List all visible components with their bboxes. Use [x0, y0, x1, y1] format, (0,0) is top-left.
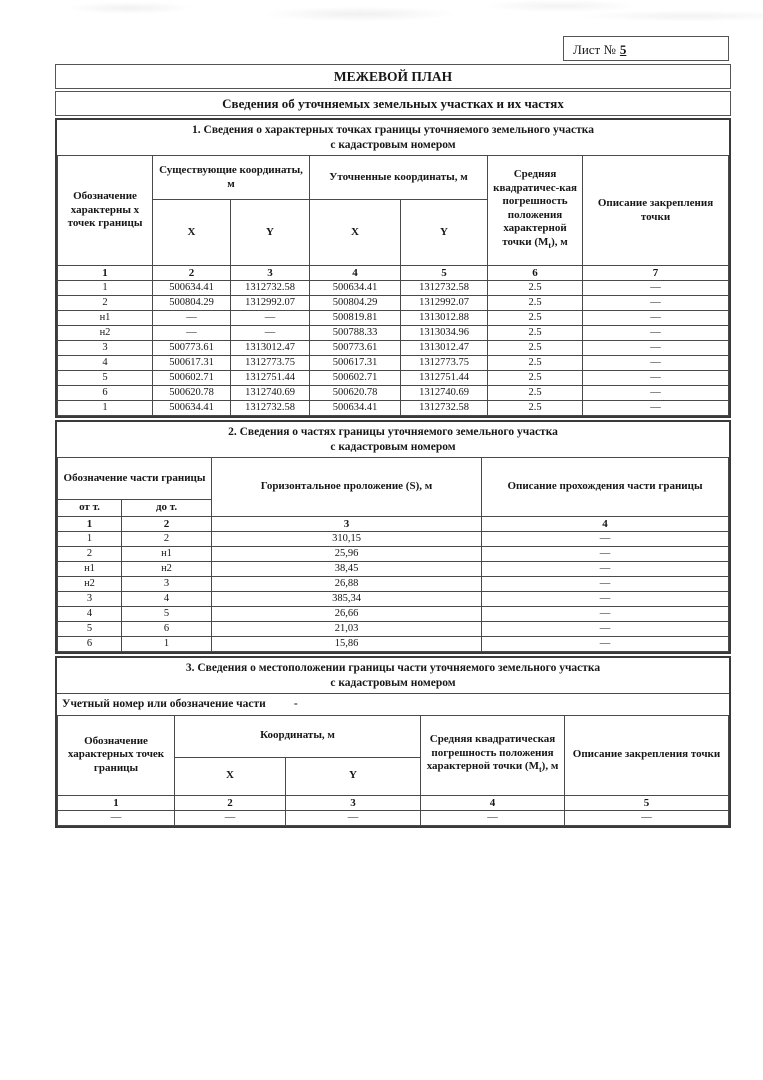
table-cell: — — [153, 326, 231, 341]
table-row — [58, 326, 729, 341]
section-2-border-parts — [55, 420, 731, 654]
table-row — [58, 591, 729, 606]
part-location-rows — [58, 810, 729, 825]
table-cell: 2.5 — [488, 356, 583, 371]
column-number-cell: 4 — [421, 795, 565, 810]
table-cell: 1313012.88 — [401, 311, 488, 326]
table-cell: 2.5 — [488, 311, 583, 326]
table-cell: 500620.78 — [310, 386, 401, 401]
mse-prefix: Средняя квадратичес-кая погрешность положения характерной точки (М — [493, 168, 577, 248]
header-y-existing: Y — [231, 200, 310, 266]
table-cell: 26,66 — [212, 606, 482, 621]
table-row — [58, 810, 729, 825]
table-row — [58, 371, 729, 386]
table-cell: 2 — [58, 546, 122, 561]
table-cell: — — [231, 311, 310, 326]
table-cell: 2.5 — [488, 326, 583, 341]
mse-subscript: t — [548, 241, 552, 251]
sheet-number: 5 — [619, 42, 627, 57]
table-row — [58, 386, 729, 401]
table-cell: — — [482, 531, 729, 546]
table-cell: 5 — [58, 371, 153, 386]
table-cell: 2.5 — [488, 401, 583, 416]
header-to-point: до т. — [122, 500, 212, 517]
table-row — [58, 606, 729, 621]
table-cell: 6 — [58, 636, 122, 651]
table-cell: 500620.78 — [153, 386, 231, 401]
table-cell: н2 — [58, 576, 122, 591]
section-1-title — [57, 120, 729, 155]
column-number-cell: 6 — [488, 266, 583, 281]
part-location-table — [57, 715, 729, 826]
table-cell: 1 — [122, 636, 212, 651]
column-number-cell: 2 — [122, 516, 212, 531]
table-cell: 500804.29 — [153, 296, 231, 311]
table-cell: 2.5 — [488, 281, 583, 296]
table-cell: 4 — [58, 356, 153, 371]
table-header-row — [58, 458, 729, 500]
table-cell: 2.5 — [488, 371, 583, 386]
table-cell: — — [583, 326, 729, 341]
table-cell: — — [583, 401, 729, 416]
table-cell: — — [583, 296, 729, 311]
table-cell: 2 — [122, 531, 212, 546]
sheet-label: Лист № — [573, 42, 616, 57]
mse-subscript: t — [538, 765, 542, 775]
table-cell: — — [482, 591, 729, 606]
header-mse — [488, 156, 583, 266]
table-cell: 1312992.07 — [231, 296, 310, 311]
table-cell: н1 — [122, 546, 212, 561]
header-x: X — [175, 757, 286, 795]
column-number-cell: 5 — [401, 266, 488, 281]
table-cell: 4 — [122, 591, 212, 606]
table-cell: 38,45 — [212, 561, 482, 576]
table-cell: 2.5 — [488, 341, 583, 356]
header-existing-coords: Существующие координаты, м — [153, 156, 310, 200]
table-header-row — [58, 156, 729, 200]
section-1-characteristic-points — [55, 118, 731, 418]
section-2-title-line1: 2. Сведения о частях границы уточняемого земельного участка — [228, 426, 558, 438]
table-cell: 500773.61 — [310, 341, 401, 356]
characteristic-points-table — [57, 155, 729, 416]
table-cell: 1 — [58, 401, 153, 416]
table-cell: — — [583, 341, 729, 356]
table-cell: 15,86 — [212, 636, 482, 651]
table-cell: 385,34 — [212, 591, 482, 606]
table-cell: 2 — [58, 296, 153, 311]
table-cell: — — [286, 810, 421, 825]
document-body — [55, 64, 731, 830]
section-3-title — [57, 658, 729, 693]
table-cell: — — [583, 281, 729, 296]
table-cell: — — [583, 356, 729, 371]
table-row — [58, 296, 729, 311]
header-coords: Координаты, м — [175, 715, 421, 757]
table-cell: 5 — [58, 621, 122, 636]
account-number-row — [57, 693, 729, 715]
table-cell: 1312732.58 — [401, 281, 488, 296]
section-2-title — [57, 422, 729, 457]
table-cell: — — [482, 621, 729, 636]
table-cell: 1312773.75 — [401, 356, 488, 371]
mse-suffix: ), м — [541, 760, 559, 773]
section-1-title-line1: 1. Сведения о характерных точках границы уточняемого земельного участка — [192, 124, 594, 136]
header-point-description: Описание закрепления точки — [565, 715, 729, 795]
table-cell: 2.5 — [488, 296, 583, 311]
table-cell: 25,96 — [212, 546, 482, 561]
table-cell: 1312732.58 — [231, 281, 310, 296]
table-cell: 1312992.07 — [401, 296, 488, 311]
header-x-refined: X — [310, 200, 401, 266]
document-subtitle: Сведения об уточняемых земельных участках и их частях — [55, 91, 731, 116]
mse-suffix: ), м — [551, 235, 568, 248]
column-number-cell: 3 — [212, 516, 482, 531]
table-cell: 500773.61 — [153, 341, 231, 356]
header-point-designation: Обозначение характерных точек границы — [58, 715, 175, 795]
header-mse — [421, 715, 565, 795]
table-cell: 1 — [58, 531, 122, 546]
header-horizontal-distance: Горизонтальное проложение (S), м — [212, 458, 482, 517]
table-cell: 1312732.58 — [231, 401, 310, 416]
table-cell: н1 — [58, 561, 122, 576]
table-cell: 21,03 — [212, 621, 482, 636]
table-cell: 1313012.47 — [401, 341, 488, 356]
table-cell: — — [583, 386, 729, 401]
table-cell: 500634.41 — [153, 281, 231, 296]
table-cell: 6 — [122, 621, 212, 636]
table-cell: н2 — [122, 561, 212, 576]
section-3-title-line2: с кадастровым номером — [330, 676, 456, 689]
scan-artifact-band — [0, 0, 763, 34]
table-cell: 5 — [122, 606, 212, 621]
table-cell: 1312751.44 — [401, 371, 488, 386]
table-cell: 1312751.44 — [231, 371, 310, 386]
table-cell: — — [482, 561, 729, 576]
account-number-value: - — [293, 697, 298, 710]
section-3-title-line1: 3. Сведения о местоположении границы части уточняемого земельного участка — [185, 661, 601, 674]
sheet-number-box — [563, 36, 729, 61]
section-2-title-line2: с кадастровым номером — [330, 441, 456, 453]
table-row — [58, 546, 729, 561]
table-cell: н1 — [58, 311, 153, 326]
table-cell: 500602.71 — [310, 371, 401, 386]
column-numbers-row — [58, 516, 729, 531]
column-number-cell: 4 — [310, 266, 401, 281]
table-cell: 6 — [58, 386, 153, 401]
header-refined-coords: Уточненные координаты, м — [310, 156, 488, 200]
table-cell: — — [583, 371, 729, 386]
table-row — [58, 561, 729, 576]
characteristic-points-rows — [58, 281, 729, 416]
table-row — [58, 636, 729, 651]
table-cell: 2.5 — [488, 386, 583, 401]
table-row — [58, 621, 729, 636]
table-cell: — — [175, 810, 286, 825]
column-numbers-row — [58, 795, 729, 810]
table-cell: 3 — [122, 576, 212, 591]
table-cell: 500819.81 — [310, 311, 401, 326]
table-row — [58, 311, 729, 326]
column-number-cell: 3 — [286, 795, 421, 810]
table-cell: — — [482, 546, 729, 561]
table-cell: 1 — [58, 281, 153, 296]
table-cell: 500634.41 — [310, 401, 401, 416]
table-cell: 26,88 — [212, 576, 482, 591]
section-3-part-location — [55, 656, 731, 828]
mse-prefix: Средняя квадратическая погрешность положения характерной точки (М — [426, 733, 556, 773]
table-cell: 3 — [58, 591, 122, 606]
account-number-label: Учетный номер или обозначение части — [62, 697, 266, 710]
table-cell: — — [231, 326, 310, 341]
section-1-title-line2: с кадастровым номером — [330, 139, 456, 151]
border-parts-table — [57, 457, 729, 652]
column-number-cell: 1 — [58, 795, 175, 810]
column-number-cell: 4 — [482, 516, 729, 531]
table-cell: 500602.71 — [153, 371, 231, 386]
table-cell: — — [58, 810, 175, 825]
table-cell: 1312740.69 — [401, 386, 488, 401]
table-row — [58, 531, 729, 546]
table-cell: 500634.41 — [153, 401, 231, 416]
column-number-cell: 7 — [583, 266, 729, 281]
table-cell: 500617.31 — [310, 356, 401, 371]
table-cell: 1313012.47 — [231, 341, 310, 356]
table-row — [58, 356, 729, 371]
header-part-description: Описание прохождения части границы — [482, 458, 729, 517]
table-cell: н2 — [58, 326, 153, 341]
table-row — [58, 576, 729, 591]
table-cell: 1312773.75 — [231, 356, 310, 371]
column-number-cell: 2 — [153, 266, 231, 281]
column-number-cell: 1 — [58, 266, 153, 281]
table-cell: 1313034.96 — [401, 326, 488, 341]
table-header-row — [58, 715, 729, 757]
table-cell: 3 — [58, 341, 153, 356]
table-cell: 1312732.58 — [401, 401, 488, 416]
document-title: МЕЖЕВОЙ ПЛАН — [55, 64, 731, 89]
column-number-cell: 3 — [231, 266, 310, 281]
header-point-designation: Обозначение характерны х точек границы — [58, 156, 153, 266]
header-part-designation: Обозначение части границы — [58, 458, 212, 500]
table-cell: — — [482, 576, 729, 591]
table-cell: 500634.41 — [310, 281, 401, 296]
column-number-cell: 5 — [565, 795, 729, 810]
header-from-point: от т. — [58, 500, 122, 517]
header-y: Y — [286, 757, 421, 795]
table-cell: 500617.31 — [153, 356, 231, 371]
border-parts-rows — [58, 531, 729, 651]
table-cell: 500788.33 — [310, 326, 401, 341]
table-cell: 500804.29 — [310, 296, 401, 311]
header-point-description: Описание закрепления точки — [583, 156, 729, 266]
table-cell: — — [482, 636, 729, 651]
header-x-existing: X — [153, 200, 231, 266]
table-cell: — — [153, 311, 231, 326]
table-cell: 4 — [58, 606, 122, 621]
table-cell: — — [421, 810, 565, 825]
column-number-cell: 1 — [58, 516, 122, 531]
table-row — [58, 401, 729, 416]
column-number-cell: 2 — [175, 795, 286, 810]
column-numbers-row — [58, 266, 729, 281]
header-y-refined: Y — [401, 200, 488, 266]
table-cell: — — [583, 311, 729, 326]
table-cell: 1312740.69 — [231, 386, 310, 401]
table-cell: — — [565, 810, 729, 825]
table-cell: 310,15 — [212, 531, 482, 546]
table-cell: — — [482, 606, 729, 621]
table-row — [58, 281, 729, 296]
table-row — [58, 341, 729, 356]
